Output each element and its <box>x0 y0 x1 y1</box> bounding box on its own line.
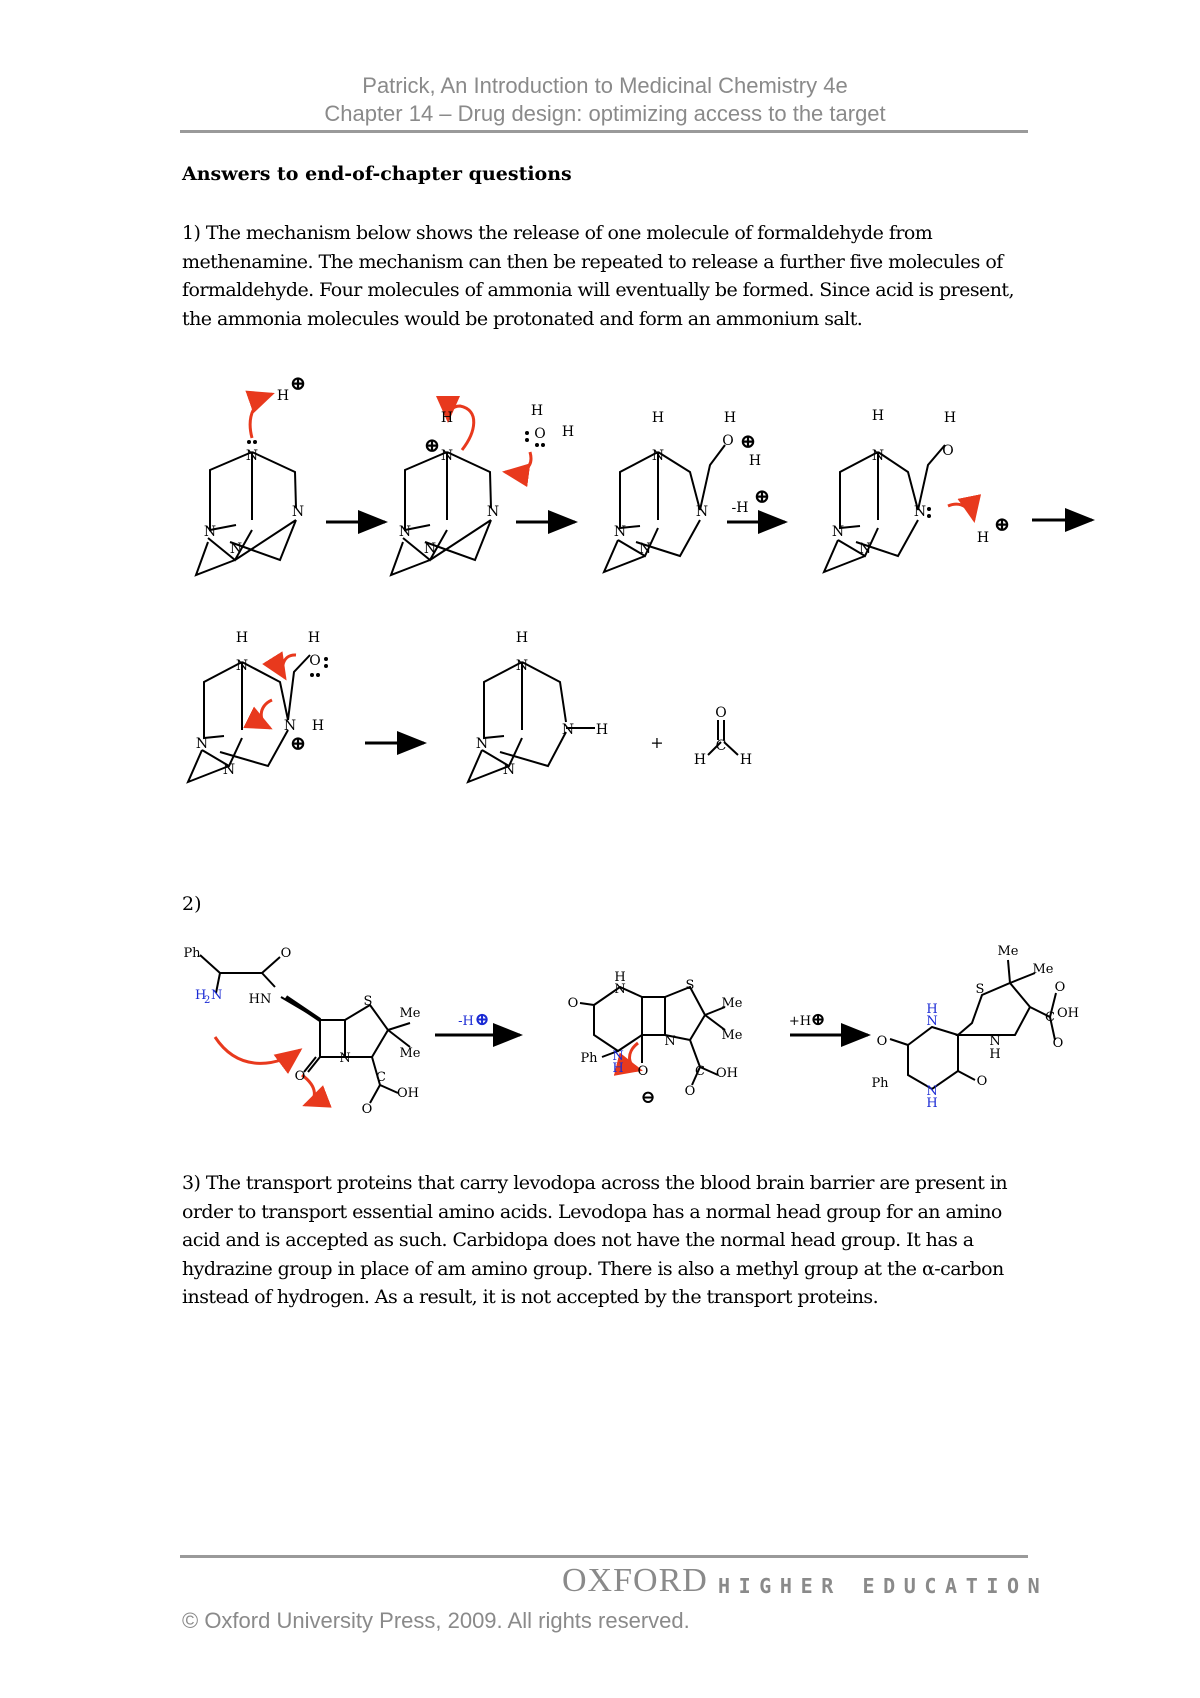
n-atom: N <box>222 762 236 778</box>
svg-text:Ph: Ph <box>580 1051 598 1066</box>
svg-text:O: O <box>637 1064 649 1079</box>
svg-text:C: C <box>376 1070 386 1085</box>
atom-labels <box>196 388 989 778</box>
plus-charge-icon: ⊕ <box>423 433 441 457</box>
alpha-symbol: α <box>921 1257 935 1280</box>
header-rule <box>180 130 1028 133</box>
answer-3-text: 3) The transport proteins that carry levodopa across the blood brain barrier are present in order to transport essential amino acids. Levodopa has a normal head group for an amino acid and is accepted as such. Carbidopa does not have the normal head group. It has a hydrazine group in place of am amino group. There is also a methyl group at the α-carbon instead of hydrogen. As a result, it is not accepted by the transport proteins. <box>182 1172 1008 1308</box>
svg-text:O: O <box>567 996 579 1011</box>
h-atom: H <box>748 453 762 469</box>
svg-text:H: H <box>195 988 207 1003</box>
svg-text:OH: OH <box>1057 1006 1079 1021</box>
svg-text:S: S <box>685 978 695 993</box>
n-atom: N <box>561 722 575 738</box>
h-atom: H <box>943 410 957 426</box>
h-atom: H <box>976 530 990 546</box>
svg-text:O: O <box>361 1102 373 1115</box>
svg-text:N: N <box>612 1049 624 1064</box>
svg-text:N: N <box>926 1014 938 1029</box>
h-atom: H <box>530 403 544 419</box>
svg-text:O: O <box>1052 1036 1064 1051</box>
header-chapter: Chapter 14 – Drug design: optimizing access to the target <box>324 101 886 126</box>
o-atom: O <box>722 433 734 449</box>
svg-text:H: H <box>612 1061 624 1076</box>
answer-1-text: 1) The mechanism below shows the release of one molecule of formaldehyde from methenamine. The mechanism can then be repeated to release a further five molecules of formaldehyde. Four molecules of ammonia will eventually be formed. Since acid is present, the ammonia molecules would be protonated and form an ammonium salt. <box>182 222 1014 330</box>
n-atom: N <box>871 448 885 464</box>
svg-text:Me: Me <box>399 1046 421 1061</box>
svg-text:N: N <box>211 988 223 1003</box>
svg-text:N: N <box>926 1084 938 1099</box>
svg-text:H: H <box>693 752 707 768</box>
n-atom: N <box>651 448 665 464</box>
svg-text:OH: OH <box>397 1086 419 1101</box>
n-atom: N <box>695 504 709 520</box>
svg-text:C: C <box>1045 1010 1055 1025</box>
plus-charge-icon: ⊕ <box>993 512 1011 536</box>
n-atom: N <box>913 504 927 520</box>
svg-text:-H: -H <box>458 1014 474 1029</box>
svg-text:O: O <box>684 1084 696 1099</box>
svg-text:Ph: Ph <box>871 1076 889 1091</box>
amine-group <box>195 988 222 1006</box>
plus-charge-icon: ⊕ <box>739 429 757 453</box>
svg-text:2: 2 <box>204 995 211 1006</box>
publisher-logo-subtitle: HIGHER EDUCATION <box>718 1574 1049 1598</box>
n-atom: N <box>283 718 297 734</box>
svg-text:H: H <box>614 970 626 985</box>
svg-text:Me: Me <box>1032 962 1054 977</box>
h-atom: H <box>651 410 665 426</box>
h-atom: H <box>561 424 575 440</box>
n-atom: N <box>423 541 437 557</box>
svg-text:S: S <box>363 994 373 1009</box>
n-atom: N <box>229 541 243 557</box>
o-atom: O <box>942 443 954 459</box>
svg-text:N: N <box>989 1034 1001 1049</box>
svg-text:HN: HN <box>248 992 272 1007</box>
footer-rule <box>180 1555 1028 1558</box>
plus-charge-icon: ⊕ <box>289 731 307 755</box>
header-title: Patrick, An Introduction to Medicinal Chemistry 4e <box>362 73 848 98</box>
svg-text:C: C <box>715 738 727 754</box>
n-atom: N <box>858 541 872 557</box>
penicillin-rearrangement-scheme <box>0 935 1200 1115</box>
n-atom: N <box>475 736 489 752</box>
svg-text:Me: Me <box>399 1006 421 1021</box>
svg-text:H: H <box>739 752 753 768</box>
plus-charge-icon: ⊕ <box>810 1009 826 1030</box>
svg-text:Me: Me <box>997 944 1019 959</box>
copyright-notice: © Oxford University Press, 2009. All rights reserved. <box>182 1608 690 1633</box>
h-atom: H <box>307 630 321 646</box>
n-atom: N <box>203 524 217 540</box>
svg-text:O: O <box>715 705 727 721</box>
charge-symbols <box>290 371 1011 755</box>
o-atom: O <box>534 426 546 442</box>
methenamine-mechanism-scheme <box>0 360 1200 810</box>
o-atom: O <box>309 653 321 669</box>
plus-charge-icon: ⊕ <box>474 1009 490 1030</box>
h-atom: H <box>723 410 737 426</box>
svg-text:S: S <box>975 982 985 997</box>
n-atom: N <box>486 504 500 520</box>
svg-text:Me: Me <box>721 996 743 1011</box>
svg-text:O: O <box>294 1069 306 1084</box>
svg-text:H: H <box>926 1096 938 1111</box>
svg-text:+H: +H <box>788 1014 812 1029</box>
n-atom: N <box>638 541 652 557</box>
svg-text:OH: OH <box>716 1066 738 1081</box>
plus-sign: + <box>650 733 664 752</box>
h-atom: H <box>235 630 249 646</box>
h-atom: H <box>871 408 885 424</box>
h-atom: H <box>276 388 290 404</box>
svg-text:O: O <box>1054 980 1066 995</box>
svg-text:O: O <box>976 1074 988 1089</box>
n-atom: N <box>502 762 516 778</box>
h-atom: H <box>311 718 325 734</box>
svg-text:N: N <box>614 982 626 997</box>
plus-charge-icon: ⊕ <box>289 371 307 395</box>
svg-text:C: C <box>695 1064 705 1079</box>
svg-text:Ph: Ph <box>183 946 201 961</box>
n-atom: N <box>398 524 412 540</box>
n-atom: N <box>291 504 305 520</box>
lone-pairs <box>247 431 931 677</box>
n-atom: N <box>245 448 259 464</box>
svg-text:N: N <box>339 1051 351 1066</box>
plus-charge-icon: ⊕ <box>753 484 771 508</box>
svg-text:H: H <box>926 1002 938 1017</box>
svg-text:O: O <box>280 946 292 961</box>
answers-heading: Answers to end-of-chapter questions <box>182 163 572 185</box>
charge-symbols-2 <box>474 1009 825 1108</box>
answer-2-label: 2) <box>182 893 202 915</box>
h-atom: H <box>440 410 454 426</box>
n-atom: N <box>613 524 627 540</box>
svg-text:H: H <box>989 1047 1001 1062</box>
svg-text:O: O <box>876 1034 888 1049</box>
n-atom: N <box>831 524 845 540</box>
svg-text:N: N <box>664 1034 676 1049</box>
minus-charge-icon: ⊖ <box>640 1087 656 1108</box>
n-atom: N <box>440 448 454 464</box>
h-atom: H <box>515 630 529 646</box>
n-atom: N <box>235 658 249 674</box>
h-atom: H <box>595 722 609 738</box>
minus-h-label: -H <box>731 500 749 516</box>
n-atom: N <box>195 736 209 752</box>
n-atom: N <box>515 658 529 674</box>
svg-text:Me: Me <box>721 1028 743 1043</box>
publisher-logo: OXFORD <box>562 1562 708 1599</box>
